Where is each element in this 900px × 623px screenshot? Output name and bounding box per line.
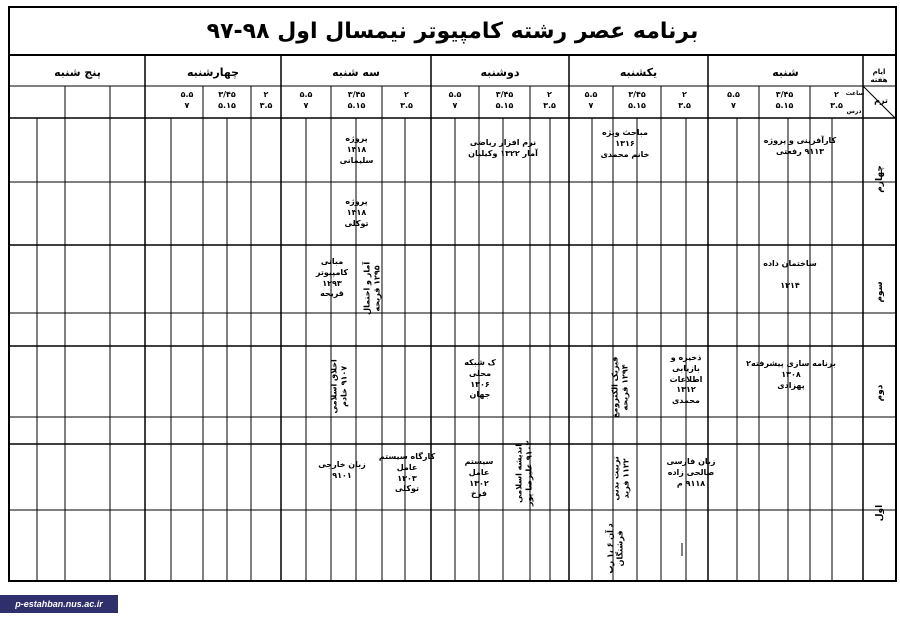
hour-label: ساعت	[845, 90, 865, 97]
course-physical-education: تربیت بدنی ۱۱۲۲ فرید	[611, 456, 631, 501]
course-label: درس	[846, 108, 862, 115]
day-saturday: شنبه	[772, 66, 799, 79]
day-tuesday: سه شنبه	[332, 66, 380, 79]
course-islamic-thought: اندیشه اسلامی ۹۱۰۲ علیرضا پور	[514, 440, 534, 507]
term-third: سوم	[875, 281, 885, 303]
day-wednesday: چهارشنبه	[186, 66, 240, 79]
schedule-sheet	[8, 6, 897, 582]
slot-sun-2: ۳/۴۵ ۵.۱۵	[628, 90, 646, 110]
slot-sat-2: ۳/۴۵ ۵.۱۵	[775, 90, 794, 110]
slot-sat-3: ۵.۵ ۷	[727, 90, 740, 110]
course-computer-basics: مبانی کامپیوتر ۱۲۹۳ قریحه	[315, 257, 349, 299]
day-sunday: یکشنبه	[619, 66, 658, 79]
course-islamic-ethics: اخلاق اسلامی ۹۱۰۷ خادم	[329, 359, 349, 414]
days-label: ایام هفته	[870, 68, 888, 84]
course-project-a: پروژه ۱۳۱۸ سلیمانی	[339, 134, 374, 165]
course-electromagnetics: فیزیک الکترومغ ۱۲۹۴ قریحه	[610, 356, 630, 419]
term-second: دوم	[875, 384, 885, 402]
course-advanced-programming: برنامه سازی پیشرفته۲ ۱۳۰۸ پهزادی	[746, 359, 836, 390]
course-foreign-language: زبان خارجی ۹۱۰۱	[318, 460, 366, 480]
slot-sun-1: ۲ ۳.۵	[678, 90, 691, 110]
slot-sun-3: ۵.۵ ۷	[584, 90, 598, 110]
course-angels: د آن ۶ ،۱ رب فرشتگان	[605, 523, 625, 574]
course-math-software: نرم افزار ریاضی آمار ۱۳۲۲ وکیلیان	[468, 138, 538, 158]
slot-mon-3: ۵.۵ ۷	[448, 90, 462, 110]
slot-wed-2: ۳/۴۵ ۵.۱۵	[218, 90, 236, 110]
slot-wed-3: ۵.۵ ۷	[180, 90, 194, 110]
slot-tue-3: ۵.۵ ۷	[299, 90, 313, 110]
course-special-topics: مباحث ویژه ۱۳۱۶ خانم محمدی	[600, 128, 650, 159]
slot-mon-2: ۳/۴۵ ۵.۱۵	[495, 90, 514, 110]
slot-mon-1: ۲ ۳.۵	[543, 90, 556, 110]
slot-sat-1: ۲ ۳.۵	[830, 90, 843, 110]
term-first: اول	[875, 504, 885, 522]
day-thursday: پنج شنبه	[54, 66, 101, 79]
course-info-retrieval: ذخیره و بازیابی اطلاعات ۱۳۱۲ محمدی	[669, 353, 703, 406]
site-footer-badge[interactable]: p-estahban.nus.ac.ir	[0, 595, 118, 613]
day-monday: دوشنبه	[480, 66, 520, 79]
course-operating-system: سیستم عامل ۱۳۰۲ فرخ	[464, 457, 494, 499]
slot-wed-1: ۲ ۳.۵	[259, 90, 273, 110]
course-project-b: پروژه ۱۳۱۸ توکلی	[344, 197, 369, 228]
course-data-structures: ساختمان داده ۱۳۱۴	[763, 259, 817, 290]
course-os-lab: کارگاه سیستم عامل ۱۳۰۳ توکلی	[378, 452, 436, 494]
course-persian: زبان فارسی صالحی زاده ۹۱۱۸ م	[666, 457, 716, 488]
term-fourth: چهارم	[875, 165, 885, 193]
page-title: برنامه عصر رشته کامپیوتر نیمسال اول ۹۸-۹۷	[10, 8, 895, 56]
course-local-network: ک شبکه محلی ۱۳۰۶ جهان	[464, 358, 496, 400]
slot-tue-1: ۲ ۳.۵	[400, 90, 413, 110]
course-entrepreneurship: کارآفرینی و پروژه ۹۱۱۳ رفعتی	[763, 136, 837, 156]
course-probability: آمار و احتمال ۱۲۹۵ قریحه	[362, 261, 382, 315]
term-label: ترم	[874, 96, 888, 105]
slot-tue-2: ۳/۴۵ ۵.۱۵	[347, 90, 366, 110]
